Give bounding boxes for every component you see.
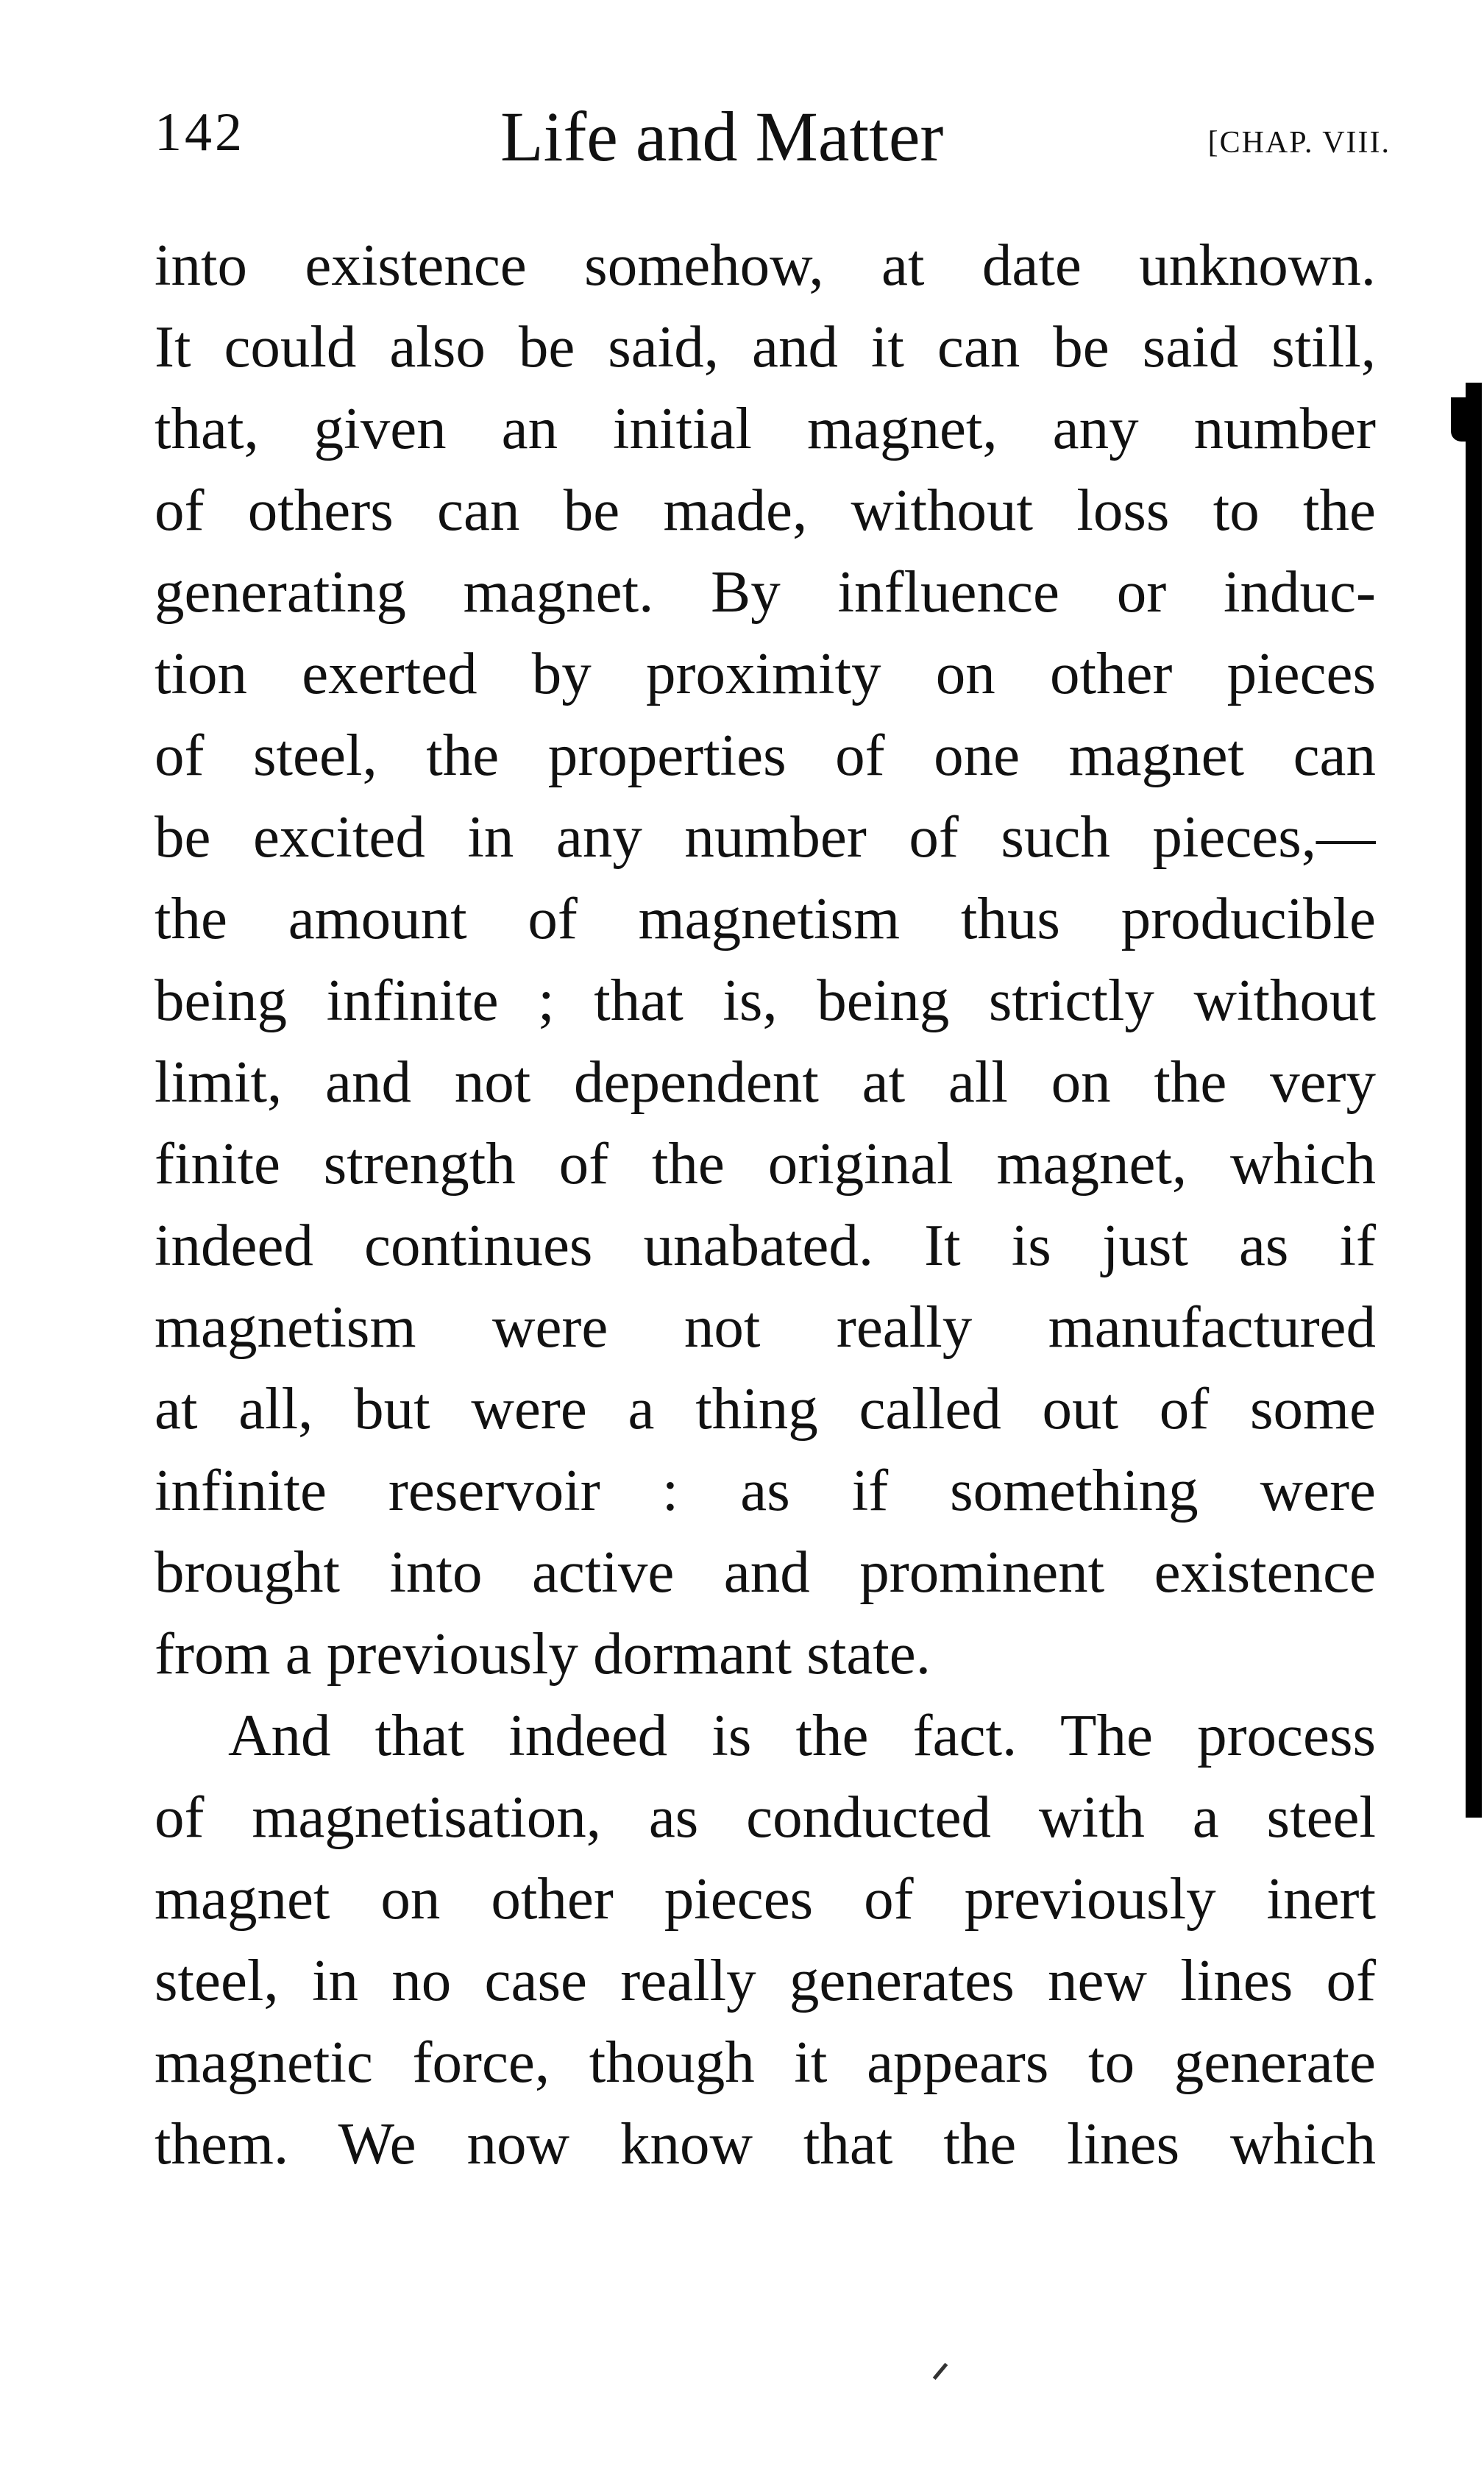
text-line: magnetism were not really manufactured (155, 1294, 1376, 1360)
paragraph-2 (155, 1695, 1376, 2185)
text-line: from a previously dormant state. (155, 1620, 931, 1687)
text-line: that, given an initial magnet, any number (155, 395, 1376, 461)
text-line: the amount of magnetism thus producible (155, 885, 1376, 951)
text-line: brought into active and prominent existence (155, 1539, 1376, 1605)
text-line: at all, but were a thing called out of some (155, 1375, 1376, 1442)
body-text (155, 224, 1376, 2185)
text-line: be excited in any number of such pieces,— (155, 804, 1376, 870)
running-title: Life and Matter (500, 97, 944, 176)
margin-scan-edge (1466, 383, 1482, 1818)
page-number: 142 (155, 102, 245, 163)
text-line: being infinite ; that is, being strictly without (155, 967, 1376, 1033)
text-line: indeed continues unabated. It is just as if (155, 1212, 1376, 1278)
text-line: magnetic force, though it appears to generate (155, 2029, 1376, 2095)
text-line: infinite reservoir : as if something were (155, 1457, 1376, 1523)
text-line: It could also be said, and it can be said still, (155, 313, 1376, 380)
text-line: into existence somehow, at date unknown. (155, 232, 1376, 298)
text-line: generating magnet. By influence or induc- (155, 559, 1376, 625)
text-line: steel, in no case really generates new lines of (155, 1947, 1376, 2013)
margin-scan-edge-cap (1451, 397, 1467, 442)
text-line: limit, and not dependent at all on the very (155, 1049, 1376, 1115)
text-line: finite strength of the original magnet, which (155, 1130, 1376, 1197)
text-line: of steel, the properties of one magnet can (155, 722, 1376, 788)
text-line: magnet on other pieces of previously inert (155, 1865, 1376, 1932)
text-line: of magnetisation, as conducted with a steel (155, 1784, 1376, 1850)
paragraph-1 (155, 224, 1376, 1695)
text-line: And that indeed is the fact. The process (228, 1702, 1376, 1768)
text-line: of others can be made, without loss to the (155, 477, 1376, 543)
text-line: them. We now know that the lines which (155, 2110, 1376, 2177)
text-line: tion exerted by proximity on other pieces (155, 640, 1376, 706)
stray-ink-mark (933, 2363, 948, 2380)
running-head (155, 96, 1391, 177)
chapter-reference: [CHAP. VIII. (1207, 126, 1391, 160)
